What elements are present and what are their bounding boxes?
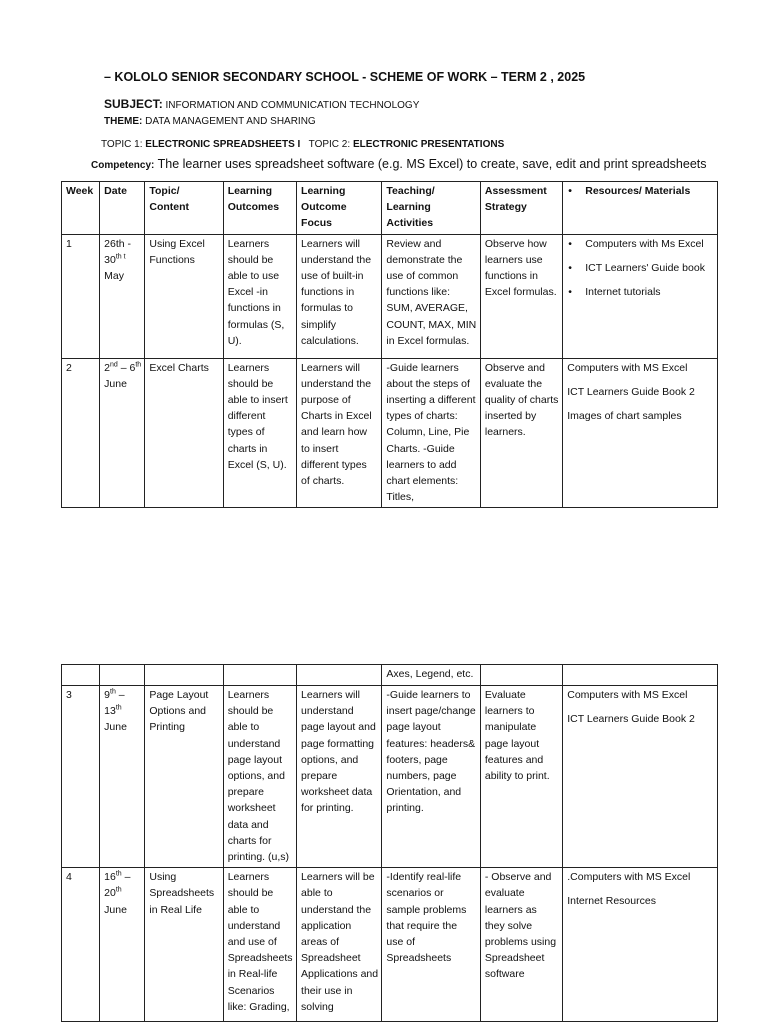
date-cell <box>100 234 145 358</box>
resources-cell <box>563 686 718 868</box>
empty-cell <box>100 665 145 686</box>
outcomes-cell: Learners should be able to understand page layout options, and prepare worksheet data and charts for printing. (u,s) <box>223 686 296 868</box>
competency-line <box>91 157 707 171</box>
week-cell: 4 <box>62 868 100 1022</box>
topic2-value: ELECTRONIC PRESENTATIONS <box>352 139 505 150</box>
list-item: • ICT Learners' Guide book <box>567 260 714 276</box>
continuation-row <box>62 665 718 686</box>
topic-line <box>101 139 504 150</box>
date-suffix: th <box>115 886 122 894</box>
date-end: – 13 <box>104 689 125 718</box>
assessment-cell: Evaluate learners to manipulate page layout features and ability to print. <box>480 686 562 868</box>
focus-cell: Learners will understand page layout and page formatting options, and prepare worksheet data for printing. <box>297 686 382 868</box>
assessment-cell: Observe how learners use functions in Excel formulas. <box>480 234 562 358</box>
date-start: 9 <box>104 689 111 701</box>
resource-item: Images of chart samples <box>567 410 682 423</box>
date-month: June <box>104 377 127 390</box>
table-row <box>62 686 718 868</box>
week-cell: 1 <box>62 234 100 358</box>
header-week: Week <box>62 182 100 235</box>
subject-colon: : <box>158 97 163 111</box>
empty-cell <box>563 665 718 686</box>
focus-cell: Learners will understand the purpose of Charts in Excel and learn how to insert different types of charts. <box>297 358 382 508</box>
topic-cell: Using Excel Functions <box>145 234 223 358</box>
header-focus: Learning Outcome Focus <box>297 182 382 235</box>
empty-cell <box>223 665 296 686</box>
week-cell: 2 <box>62 358 100 508</box>
topic1-label: TOPIC 1: <box>101 139 143 150</box>
list-item: • Computers with Ms Excel <box>567 236 714 252</box>
date-cell <box>100 868 145 1022</box>
date-start: 16 <box>104 871 116 884</box>
assessment-cell: - Observe and evaluate learners as they solve problems using Spreadsheet software <box>480 868 562 1022</box>
date-start: 26th - 30 <box>104 237 132 266</box>
date-suffix: th <box>115 870 122 878</box>
resources-cell <box>563 234 718 358</box>
date-end: – 6 <box>117 361 136 374</box>
outcomes-cell: Learners should be able to use Excel -in functions in formulas (S, U). <box>223 234 296 358</box>
header-activities: Teaching/ Learning Activities <box>382 182 480 235</box>
empty-cell <box>62 665 100 686</box>
activities-continuation: Axes, Legend, etc. <box>382 665 480 686</box>
empty-cell <box>480 665 562 686</box>
competency-value: The learner uses spreadsheet software (e.g. MS Excel) to create, save, edit and print spreadsheets <box>157 157 707 171</box>
topic-cell: Page Layout Options and Printing <box>145 686 223 868</box>
week-cell: 3 <box>62 686 100 868</box>
header-outcomes: Learning Outcomes <box>223 182 296 235</box>
resources-cell <box>563 358 718 508</box>
resource-item: ICT Learners Guide Book 2 <box>567 713 695 726</box>
date-month: June <box>104 721 127 734</box>
date-cell <box>100 686 145 868</box>
header-resources-text: • Resources/ Materials <box>567 183 714 199</box>
date-suffix: nd <box>110 361 118 369</box>
date-suffix: th <box>110 688 116 696</box>
table-row <box>62 868 718 1022</box>
header-topic: Topic/ Content <box>145 182 223 235</box>
date-month: June <box>104 903 127 916</box>
header-date: Date <box>100 182 145 235</box>
topic2-label: TOPIC 2: <box>308 139 351 150</box>
resource-item: Computers with MS Excel <box>567 689 688 701</box>
empty-cell <box>145 665 223 686</box>
list-item: • Internet tutorials <box>567 284 714 300</box>
date-cell <box>100 358 145 508</box>
date-suffix: th <box>115 704 122 712</box>
table-row <box>62 234 718 358</box>
assessment-cell: Observe and evaluate the quality of charts inserted by learners. <box>480 358 562 508</box>
date-end: – 20 <box>104 871 131 900</box>
resource-item: .Computers with MS Excel <box>567 871 691 884</box>
activities-cell: Review and demonstrate the use of common functions like: SUM, AVERAGE, COUNT, MAX, MIN in Excel formulas. <box>382 234 480 358</box>
topic-cell: Using Spreadsheets in Real Life <box>145 868 223 1022</box>
subject-line <box>104 97 419 111</box>
table-header-row <box>62 182 718 235</box>
theme-value: DATA MANAGEMENT AND SHARING <box>145 116 316 127</box>
resources-list <box>567 236 714 301</box>
date-suffix: th <box>135 361 142 369</box>
header-resources <box>563 182 718 235</box>
activities-cell: -Guide learners about the steps of inserting a different types of charts: Column, Line, Pie Charts. -Guide learners to add chart elements: Titles, <box>382 358 480 508</box>
topic1-value: ELECTRONIC SPREADSHEETS I <box>145 139 301 150</box>
focus-cell: Learners will understand the use of built-in functions in formulas to simplify calculations. <box>297 234 382 358</box>
theme-line <box>104 116 316 127</box>
subject-value: INFORMATION AND COMMUNICATION TECHNOLOGY <box>165 100 420 111</box>
outcomes-cell: Learners should be able to understand and use of Spreadsheets in Real-life Scenarios like: Grading, <box>223 868 296 1022</box>
header-assessment: Assessment Strategy <box>480 182 562 235</box>
subject-label: SUBJECT <box>104 97 159 111</box>
date-suffix: th t <box>115 253 126 261</box>
document-title: – KOLOLO SENIOR SECONDARY SCHOOL - SCHEME OF WORK – TERM 2 , 2025 <box>104 70 586 84</box>
date-start: 2 <box>104 361 111 374</box>
outcomes-cell: Learners should be able to insert different types of charts in Excel (S, U). <box>223 358 296 508</box>
theme-label: THEME: <box>104 116 143 127</box>
focus-cell: Learners will be able to understand the application areas of Spreadsheet Applications and their use in solving <box>297 868 382 1022</box>
resources-cell <box>563 868 718 1022</box>
competency-label: Competency: <box>91 160 155 171</box>
empty-cell <box>297 665 382 686</box>
activities-cell: -Guide learners to insert page/change page layout features: headers& footers, page numbers, page Orientation, and printing. <box>382 686 480 868</box>
resource-item: ICT Learners Guide Book 2 <box>567 385 695 398</box>
table-row <box>62 358 718 508</box>
date-month: May <box>104 270 125 283</box>
resource-item: Internet Resources <box>567 895 656 908</box>
scheme-table-page2 <box>61 664 718 1022</box>
scheme-table-page1 <box>61 181 718 508</box>
activities-cell: -Identify real-life scenarios or sample problems that require the use of Spreadsheets <box>382 868 480 1022</box>
resource-item: Computers with MS Excel <box>567 361 688 374</box>
topic-cell: Excel Charts <box>145 358 223 508</box>
